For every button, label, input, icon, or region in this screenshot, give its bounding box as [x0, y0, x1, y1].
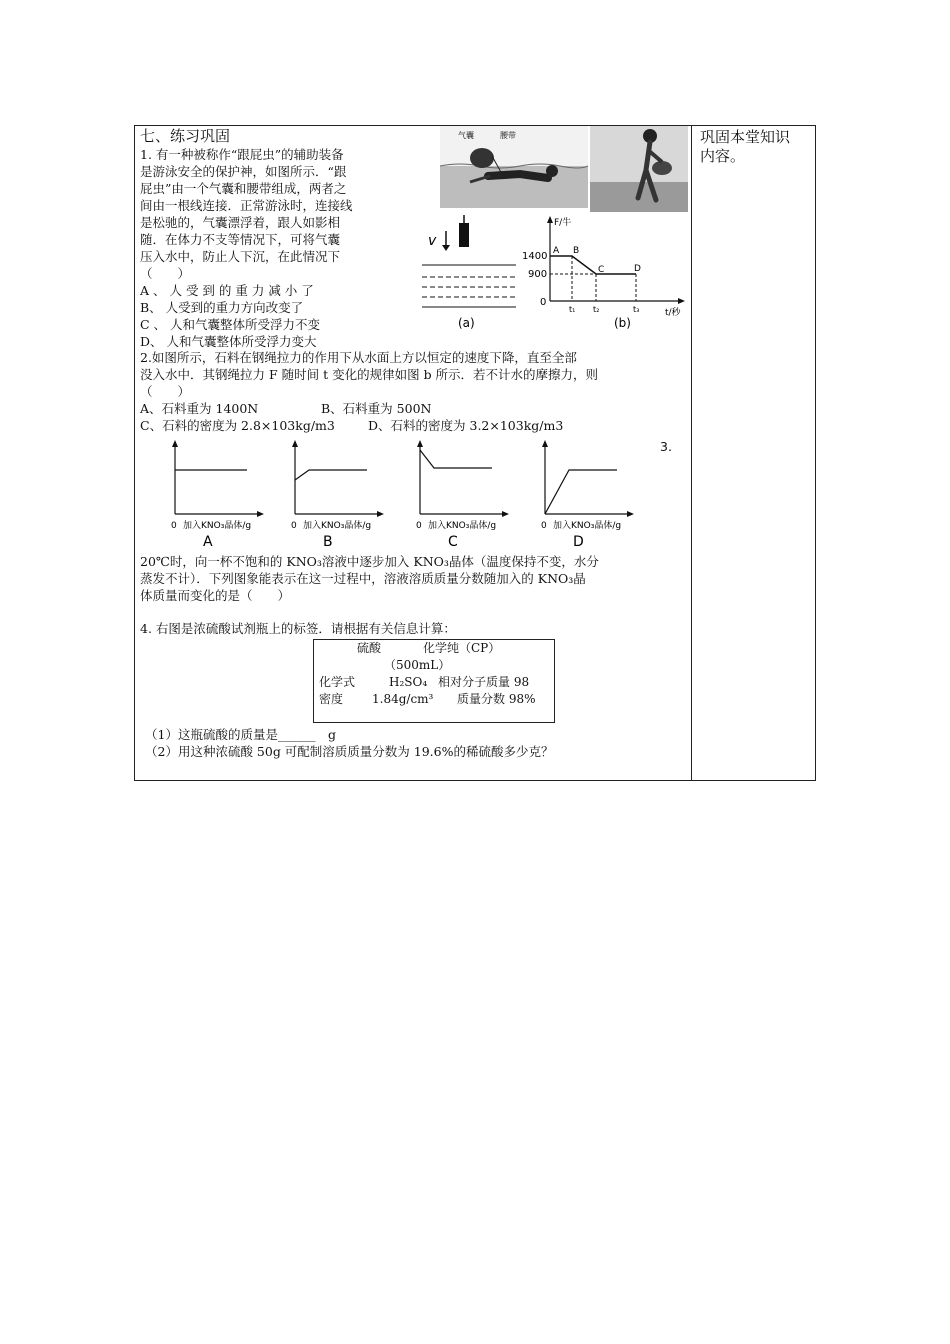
question-1: [140, 146, 353, 350]
q1-option-d: D、 人和气囊整体所受浮力变大: [140, 334, 317, 349]
q3-graph-letter: A: [203, 534, 213, 550]
q4-intro: 4. 右图是浓硫酸试剂瓶上的标签．请根据有关信息计算：: [140, 621, 456, 636]
label-density-key: 密度: [319, 692, 344, 706]
q1-option-b: B、 人受到的重力方向改变了: [140, 300, 304, 315]
q1-line: 压入水中，防止人下沉，在此情况下: [140, 249, 341, 264]
q3-curve: [420, 450, 492, 468]
q3-xlabel: 加入KNO₃晶体/g: [303, 521, 372, 531]
label-formula-key: 化学式: [319, 675, 356, 689]
fig-b-y900: 900: [528, 269, 548, 280]
label-volume: （500mL）: [384, 658, 451, 672]
q3-curve: [545, 470, 617, 514]
stone-block: [459, 223, 469, 247]
q2-option-c: C、石料的密度为 2.8×103kg/m3: [140, 418, 335, 433]
fig-b-origin: 0: [540, 297, 547, 308]
acid-label: [313, 639, 555, 723]
label-formula: H₂SO₄: [389, 675, 428, 689]
q3-graph-letter: D: [573, 534, 584, 550]
q3-graph-letter: B: [323, 534, 333, 550]
q4-subquestions: [145, 726, 554, 760]
photo-label-belt: 腰带: [500, 131, 516, 140]
q4-sub1: （1）这瓶硫酸的质量是______ g: [145, 727, 336, 742]
fig-b-point-c: C: [598, 265, 605, 275]
q3-graph-letter: C: [448, 534, 458, 550]
figure-a-caption: (a): [458, 316, 475, 330]
q3-graphs: [165, 440, 655, 556]
fig-b-t2: t₂: [593, 305, 600, 314]
label-fraction: 质量分数 98%: [457, 692, 536, 706]
fig-b-point-a: A: [553, 246, 560, 256]
figure-b: [520, 215, 690, 333]
right-note-line: 巩固本堂知识: [700, 128, 791, 146]
fig-b-y1400: 1400: [522, 251, 548, 262]
figure-b-caption: (b): [614, 316, 631, 330]
q4-sub2: （2）用这种浓硫酸 50g 可配制溶质质量分数为 19.6%的稀硫酸多少克？: [145, 744, 554, 759]
q2-line: 2.如图所示，石料在钢绳拉力的作用下从水面上方以恒定的速度下降，直至全部: [140, 350, 577, 365]
q1-line: 是松驰的，气囊漂浮着，跟人如影相: [140, 215, 341, 230]
q3-origin: 0: [291, 521, 297, 531]
q3-origin: 0: [416, 521, 422, 531]
q1-option-a: A 、 人 受 到 的 重 力 减 小 了: [140, 283, 314, 298]
q2-line: 没入水中．其钢绳拉力 F 随时间 t 变化的规律如图 b 所示．若不计水的摩擦力，则: [140, 367, 599, 382]
fig-b-t3: t₃: [633, 305, 640, 314]
fig-b-point-b: B: [573, 246, 580, 256]
right-note: [700, 128, 790, 166]
q3-number: 3.: [660, 439, 672, 454]
right-note-line: 内容。: [700, 147, 746, 165]
q3-origin: 0: [541, 521, 547, 531]
header-divider: [134, 125, 439, 126]
q3-xlabel: 加入KNO₃晶体/g: [553, 521, 622, 531]
column-divider: [691, 125, 692, 780]
fig-b-ylabel: F/牛: [554, 218, 572, 228]
q3-curve: [295, 470, 367, 480]
question-3: [140, 553, 599, 604]
photo-label-airbag: 气囊: [458, 131, 474, 140]
section-title: 七、练习巩固: [140, 127, 231, 145]
velocity-label: v: [428, 233, 437, 249]
force-curve: [550, 256, 636, 274]
q3-xlabel: 加入KNO₃晶体/g: [428, 521, 497, 531]
q1-line: 间由一根线连接．正常游泳时，连接线: [140, 198, 353, 213]
q1-line: 1. 有一种被称作“跟屁虫”的辅助装备: [140, 147, 344, 162]
q1-line: 是游泳安全的保护神，如图所示．“跟: [140, 164, 347, 179]
q3-graph-d: [541, 440, 634, 550]
q3-graph-c: [416, 440, 509, 550]
figure-a: [420, 215, 520, 333]
wading-photo: [590, 126, 688, 212]
q3-line: 蒸发不计）．下列图象能表示在这一过程中，溶液溶质质量分数随加入的 KNO₃晶: [140, 571, 586, 586]
fig-b-xlabel: t/秒: [665, 308, 681, 318]
label-grade: 化学纯（CP）: [423, 641, 501, 655]
q1-option-c: C 、 人和气囊整体所受浮力不变: [140, 317, 321, 332]
label-density: 1.84g/cm³: [372, 692, 434, 706]
q2-option-b: B、石料重为 500N: [321, 401, 432, 416]
q3-line: 20℃时，向一杯不饱和的 KNO₃溶液中逐步加入 KNO₃晶体（温度保持不变，水分: [140, 554, 599, 569]
question-2: [140, 349, 598, 434]
q1-line: 随．在体力不支等情况下，可将气囊: [140, 232, 341, 247]
fig-b-point-d: D: [634, 264, 641, 274]
fig-b-t1: t₁: [569, 305, 576, 314]
q2-line: （ ）: [140, 384, 191, 399]
label-mass: 相对分子质量 98: [438, 675, 530, 689]
q3-origin: 0: [171, 521, 177, 531]
q3-line: 体质量而变化的是（ ）: [140, 588, 291, 603]
q3-xlabel: 加入KNO₃晶体/g: [183, 521, 252, 531]
q3-graph-b: [291, 440, 384, 550]
q2-option-a: A、石料重为 1400N: [140, 401, 259, 416]
q1-line: 屁虫”由一个气囊和腰带组成，两者之: [140, 181, 347, 196]
q1-line: （ ）: [140, 266, 191, 281]
swimmer-photo: [440, 126, 588, 208]
q2-option-d: D、石料的密度为 3.2×103kg/m3: [368, 418, 564, 433]
velocity-arrowhead: [442, 245, 450, 251]
label-name: 硫酸: [357, 641, 382, 655]
q3-graph-a: [171, 440, 264, 550]
